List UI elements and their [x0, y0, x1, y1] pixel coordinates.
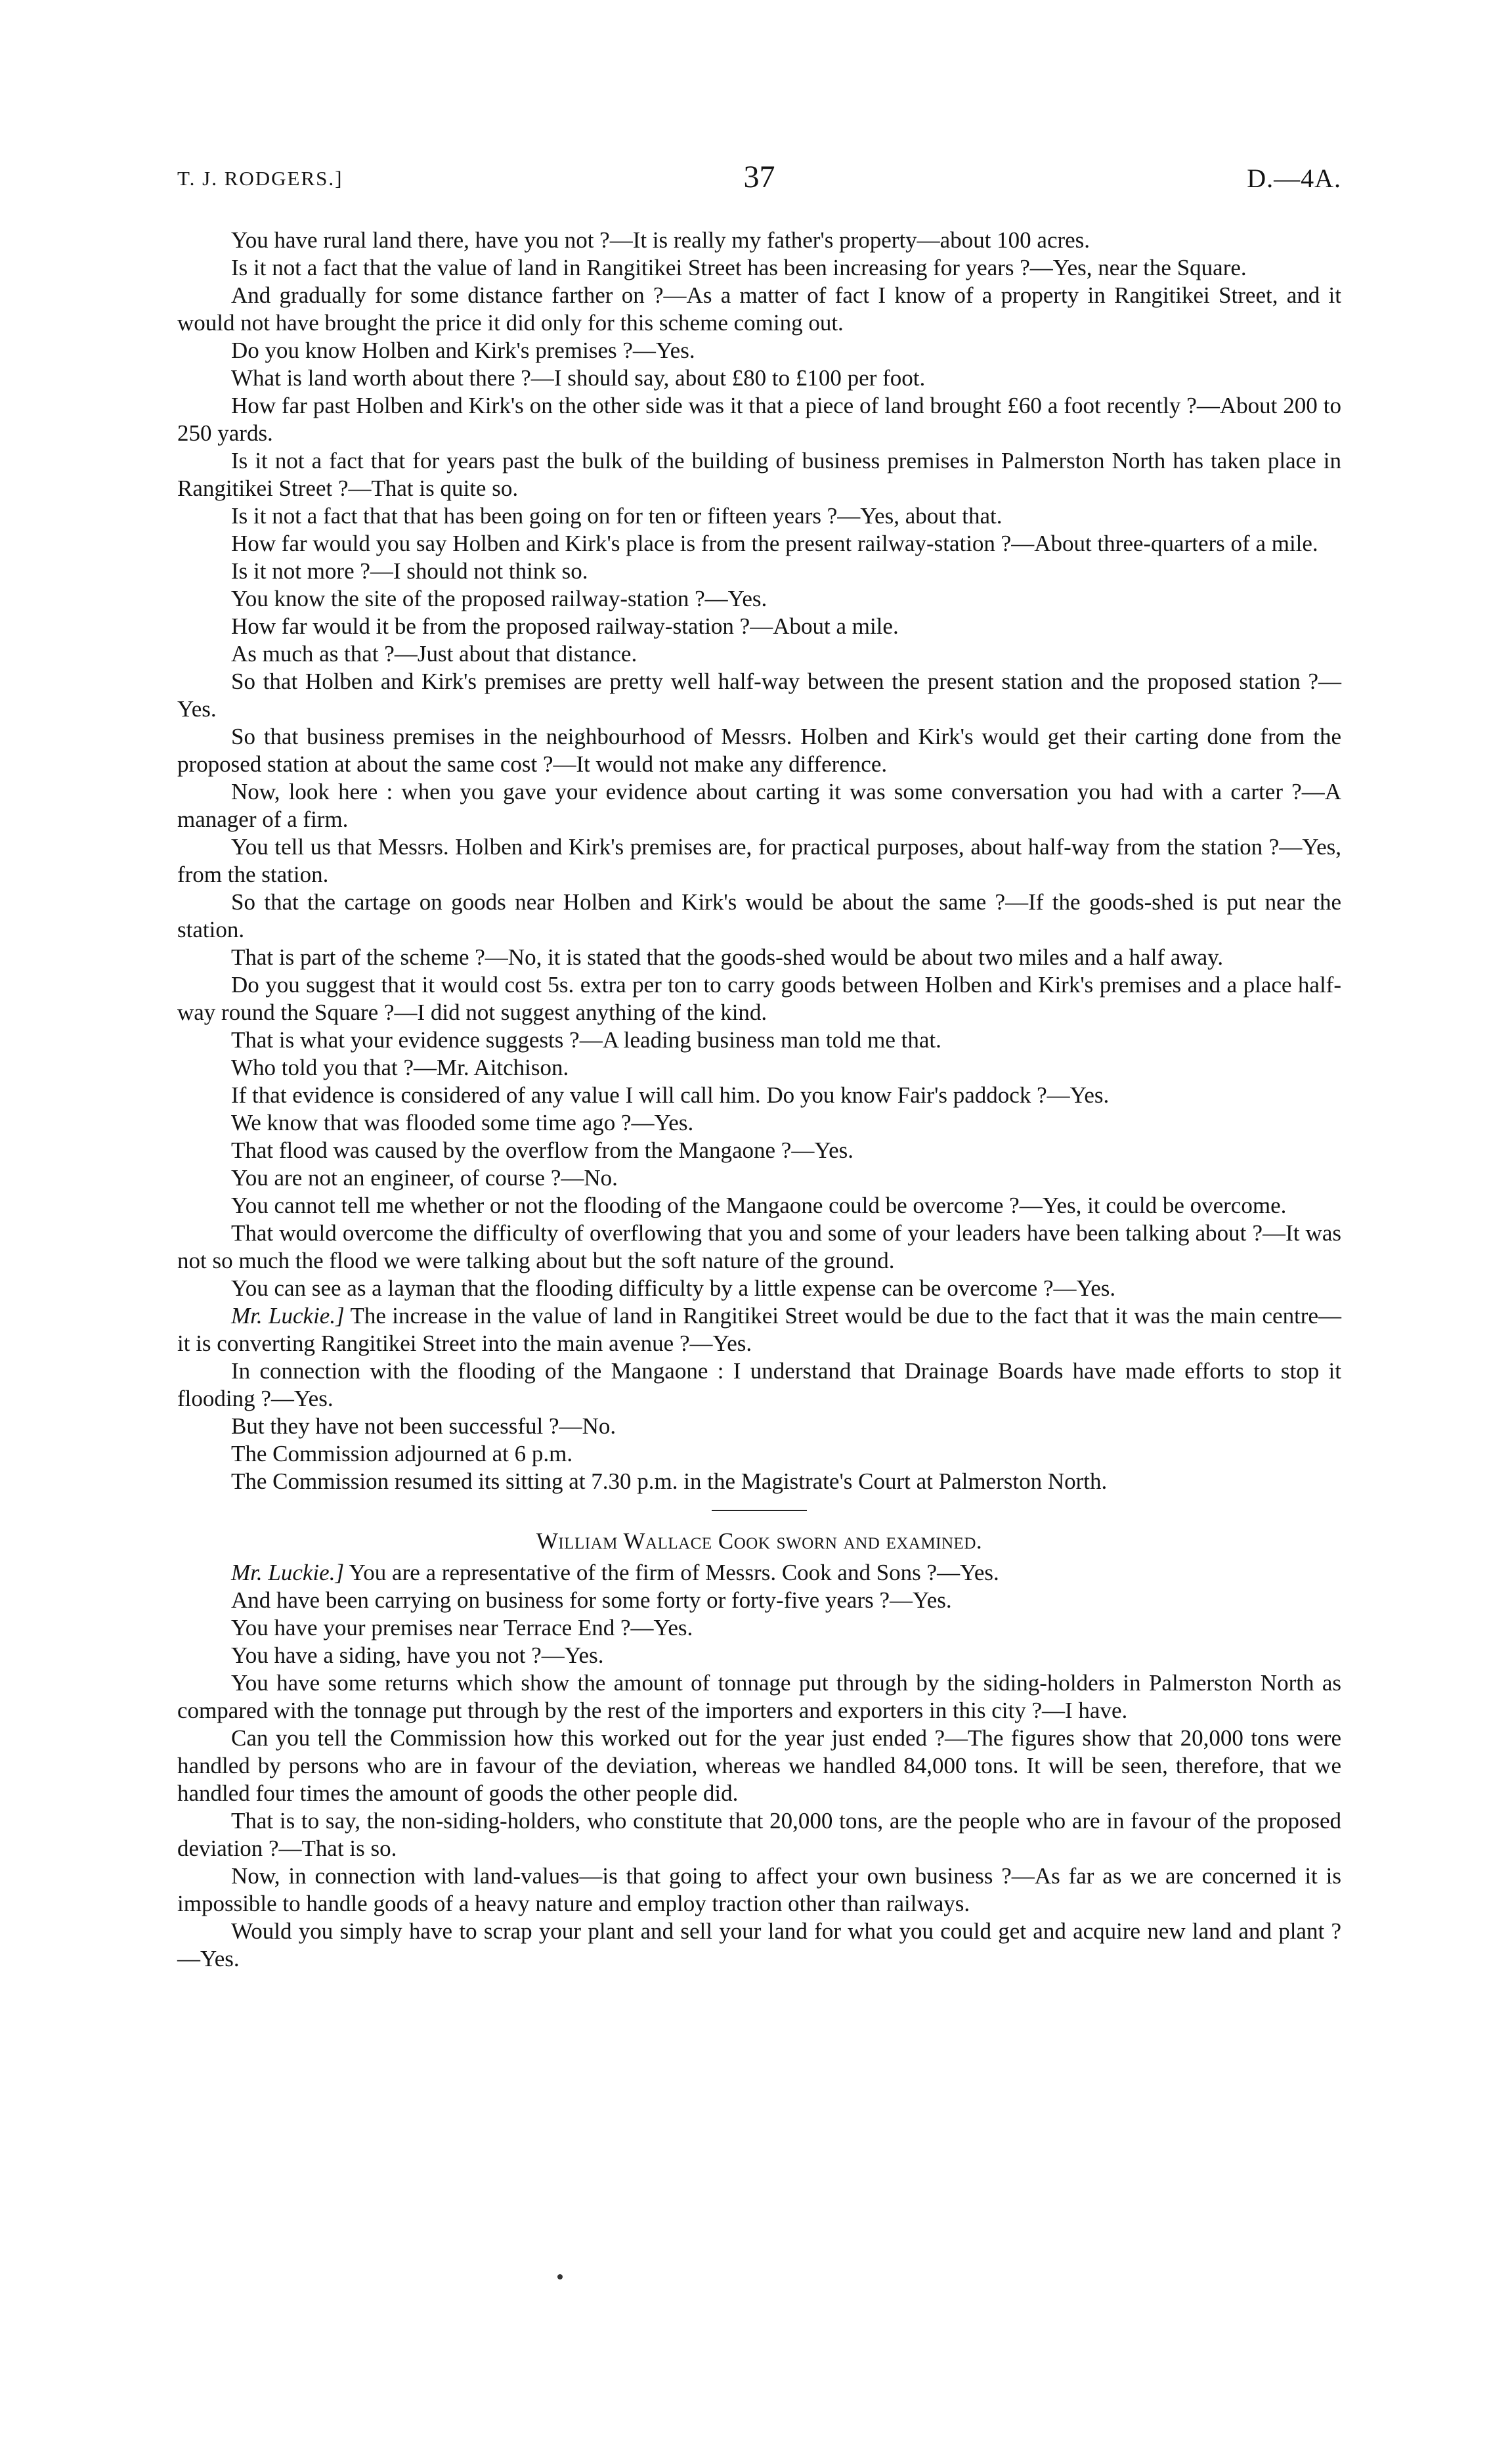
speaker-text: The increase in the value of land in Rangitikei Street would be due to the fact that it was the main centre—it is converting Rangitikei Street into the main avenue ?—Yes. [177, 1303, 1341, 1356]
paragraph: You can see as a layman that the flooding difficulty by a little expense can be overcome ?—Yes. [231, 1275, 1116, 1301]
page-body [177, 227, 1341, 1973]
paragraph: And gradually for some distance farther on ?—As a matter of fact I know of a property in Rangitikei Street, and it would not have brought the price it did only for this scheme coming out. [177, 282, 1341, 336]
paragraph: In connection with the flooding of the Mangaone : I understand that Drainage Boards have made efforts to stop it flooding ?—Yes. [177, 1358, 1341, 1411]
paragraph: How far would it be from the proposed railway-station ?—About a mile. [231, 613, 899, 639]
paragraph: You have some returns which show the amount of tonnage put through by the siding-holders in Palmerston North as compared with the tonnage put through by the rest of the importers and exporters in this city ?—I have. [177, 1670, 1341, 1723]
witness-heading: William Wallace Cook sworn and examined. [536, 1528, 983, 1554]
paragraph: So that the cartage on goods near Holben and Kirk's would be about the same ?—If the goods-shed is put near the station. [177, 889, 1341, 942]
speaker-text: You are a representative of the firm of Messrs. Cook and Sons ?—Yes. [344, 1560, 999, 1585]
paragraph: What is land worth about there ?—I should say, about £80 to £100 per foot. [231, 365, 926, 391]
paragraph: So that Holben and Kirk's premises are pretty well half-way between the present station and the proposed station ?—Yes. [177, 669, 1341, 722]
ink-speck [557, 2274, 563, 2279]
paragraph: So that business premises in the neighbourhood of Messrs. Holben and Kirk's would get their carting done from the proposed station at about the same cost ?—It would not make any difference. [177, 724, 1341, 777]
paragraph: Would you simply have to scrap your plant and sell your land for what you could get and acquire new land and plant ?—Yes. [177, 1918, 1341, 1971]
paragraph: That would overcome the difficulty of overflowing that you and some of your leaders have been talking about ?—It was not so much the flood we were talking about but the soft nature of the ground. [177, 1220, 1341, 1273]
paragraph: Is it not a fact that that has been going on for ten or fifteen years ?—Yes, about that. [231, 503, 1003, 529]
header-witness-name: T. J. RODGERS.] [177, 167, 343, 190]
paragraph: Do you know Holben and Kirk's premises ?—Yes. [231, 338, 695, 363]
paragraph: We know that was flooded some time ago ?—Yes. [231, 1110, 694, 1135]
paragraph: How far past Holben and Kirk's on the other side was it that a piece of land brought £60 a foot recently ?—About 200 to 250 yards. [177, 393, 1341, 446]
paragraph: You cannot tell me whether or not the flooding of the Mangaone could be overcome ?—Yes, it could be overcome. [231, 1193, 1287, 1218]
paragraph: You tell us that Messrs. Holben and Kirk's premises are, for practical purposes, about half-way from the station ?—Yes, from the station. [177, 834, 1341, 887]
page-header [177, 159, 1341, 198]
paragraph: If that evidence is considered of any value I will call him. Do you know Fair's paddock ?—Yes. [231, 1082, 1110, 1108]
paragraph: That is part of the scheme ?—No, it is stated that the goods-shed would be about two miles and a half away. [231, 944, 1224, 970]
paragraph: Is it not a fact that the value of land in Rangitikei Street has been increasing for years ?—Yes, near the Square. [231, 255, 1247, 280]
paragraph: Now, in connection with land-values—is that going to affect your own business ?—As far as we are concerned it is impossible to handle goods of a heavy nature and employ traction other than railways. [177, 1863, 1341, 1916]
section-divider [712, 1510, 807, 1511]
speaker-name: Mr. Luckie.] [231, 1303, 345, 1329]
paragraph: But they have not been successful ?—No. [231, 1413, 616, 1439]
paragraph: Can you tell the Commission how this worked out for the year just ended ?—The figures show that 20,000 tons were handled by persons who are in favour of the deviation, whereas we handled 84,000 tons. It will be seen, therefore, that we handled four times the amount of goods the other people did. [177, 1725, 1341, 1806]
paragraph: Now, look here : when you gave your evidence about carting it was some conversation you had with a carter ?—A manager of a firm. [177, 779, 1341, 832]
paragraph: You have a siding, have you not ?—Yes. [231, 1642, 604, 1668]
speaker-name: Mr. Luckie.] [231, 1560, 345, 1585]
paragraph: You have your premises near Terrace End ?—Yes. [231, 1615, 693, 1640]
paragraph: That is to say, the non-siding-holders, who constitute that 20,000 tons, are the people who are in favour of the proposed deviation ?—That is so. [177, 1808, 1341, 1861]
paragraph: You have rural land there, have you not ?—It is really my father's property—about 100 acres. [231, 227, 1091, 253]
paragraph: How far would you say Holben and Kirk's place is from the present railway-station ?—About three-quarters of a mile. [231, 531, 1318, 556]
paragraph: Is it not a fact that for years past the bulk of the building of business premises in Palmerston North has taken place in Rangitikei Street ?—That is quite so. [177, 448, 1341, 501]
speaker-paragraph [177, 1302, 1341, 1357]
paragraph: As much as that ?—Just about that distance. [231, 641, 637, 667]
paragraph: You are not an engineer, of course ?—No. [231, 1165, 618, 1191]
paragraph: Do you suggest that it would cost 5s. extra per ton to carry goods between Holben and Kirk's premises and a place half-way round the Square ?—I did not suggest anything of the kind. [177, 972, 1341, 1025]
paragraph: You know the site of the proposed railway-station ?—Yes. [231, 586, 767, 611]
paragraph: Who told you that ?—Mr. Aitchison. [231, 1055, 569, 1080]
paragraph: That is what your evidence suggests ?—A leading business man told me that. [231, 1027, 941, 1053]
paragraph: That flood was caused by the overflow from the Mangaone ?—Yes. [231, 1137, 854, 1163]
speaker-paragraph [177, 1559, 1341, 1587]
paragraph: The Commission resumed its sitting at 7.30 p.m. in the Magistrate's Court at Palmerston North. [231, 1468, 1108, 1494]
paragraph: Is it not more ?—I should not think so. [231, 558, 588, 584]
paragraph: The Commission adjourned at 6 p.m. [231, 1441, 573, 1466]
paragraph: And have been carrying on business for some forty or forty-five years ?—Yes. [231, 1587, 952, 1613]
page-number: 37 [743, 160, 775, 194]
document-reference: D.—4A. [1247, 164, 1341, 193]
